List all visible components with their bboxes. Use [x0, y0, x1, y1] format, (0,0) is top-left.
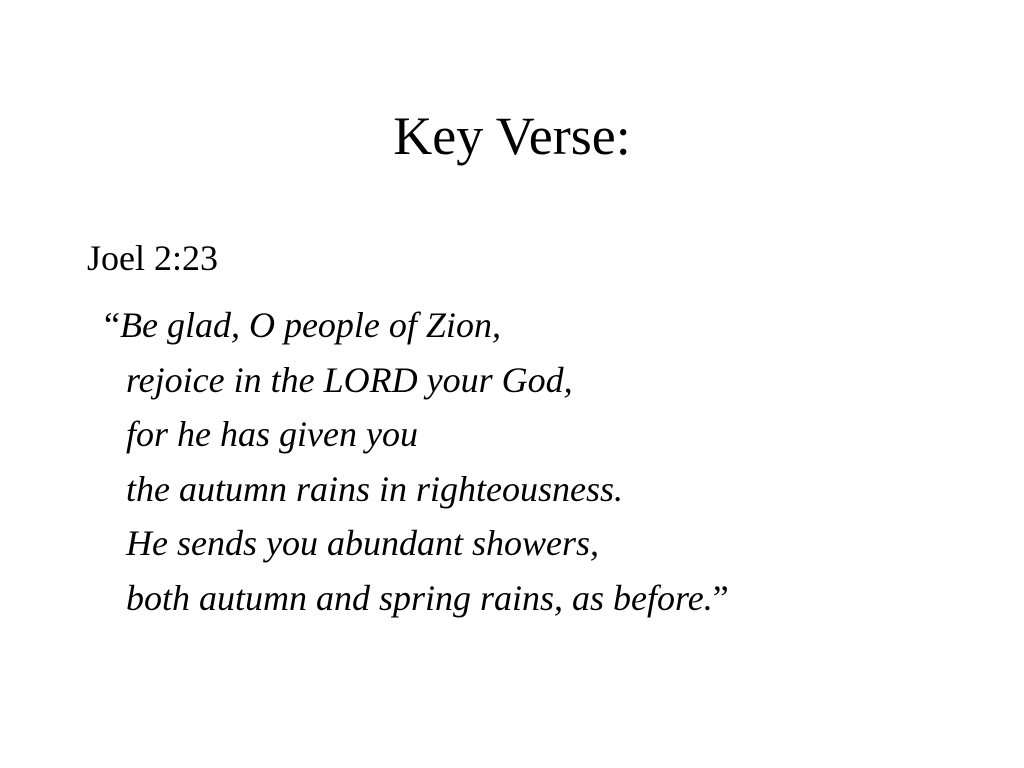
verse-line-3: for he has given you	[126, 414, 418, 454]
verse-text	[104, 298, 729, 625]
verse-line-1	[104, 298, 729, 353]
open-quote: “	[104, 305, 120, 345]
verse-reference: Joel 2:23	[87, 238, 218, 278]
slide-title: Key Verse:	[393, 106, 631, 166]
verse-line-2: rejoice in the LORD your God,	[126, 359, 573, 400]
verse-line-6-text: both autumn and spring rains, as before.	[126, 577, 713, 618]
verse-line-6	[126, 571, 729, 626]
close-quote: ”	[712, 577, 729, 618]
verse-line-1-text: Be glad, O people of Zion,	[119, 305, 501, 345]
verse-line-4: the autumn rains in righteousness.	[126, 468, 624, 509]
verse-line-5: He sends you abundant showers,	[126, 523, 599, 563]
